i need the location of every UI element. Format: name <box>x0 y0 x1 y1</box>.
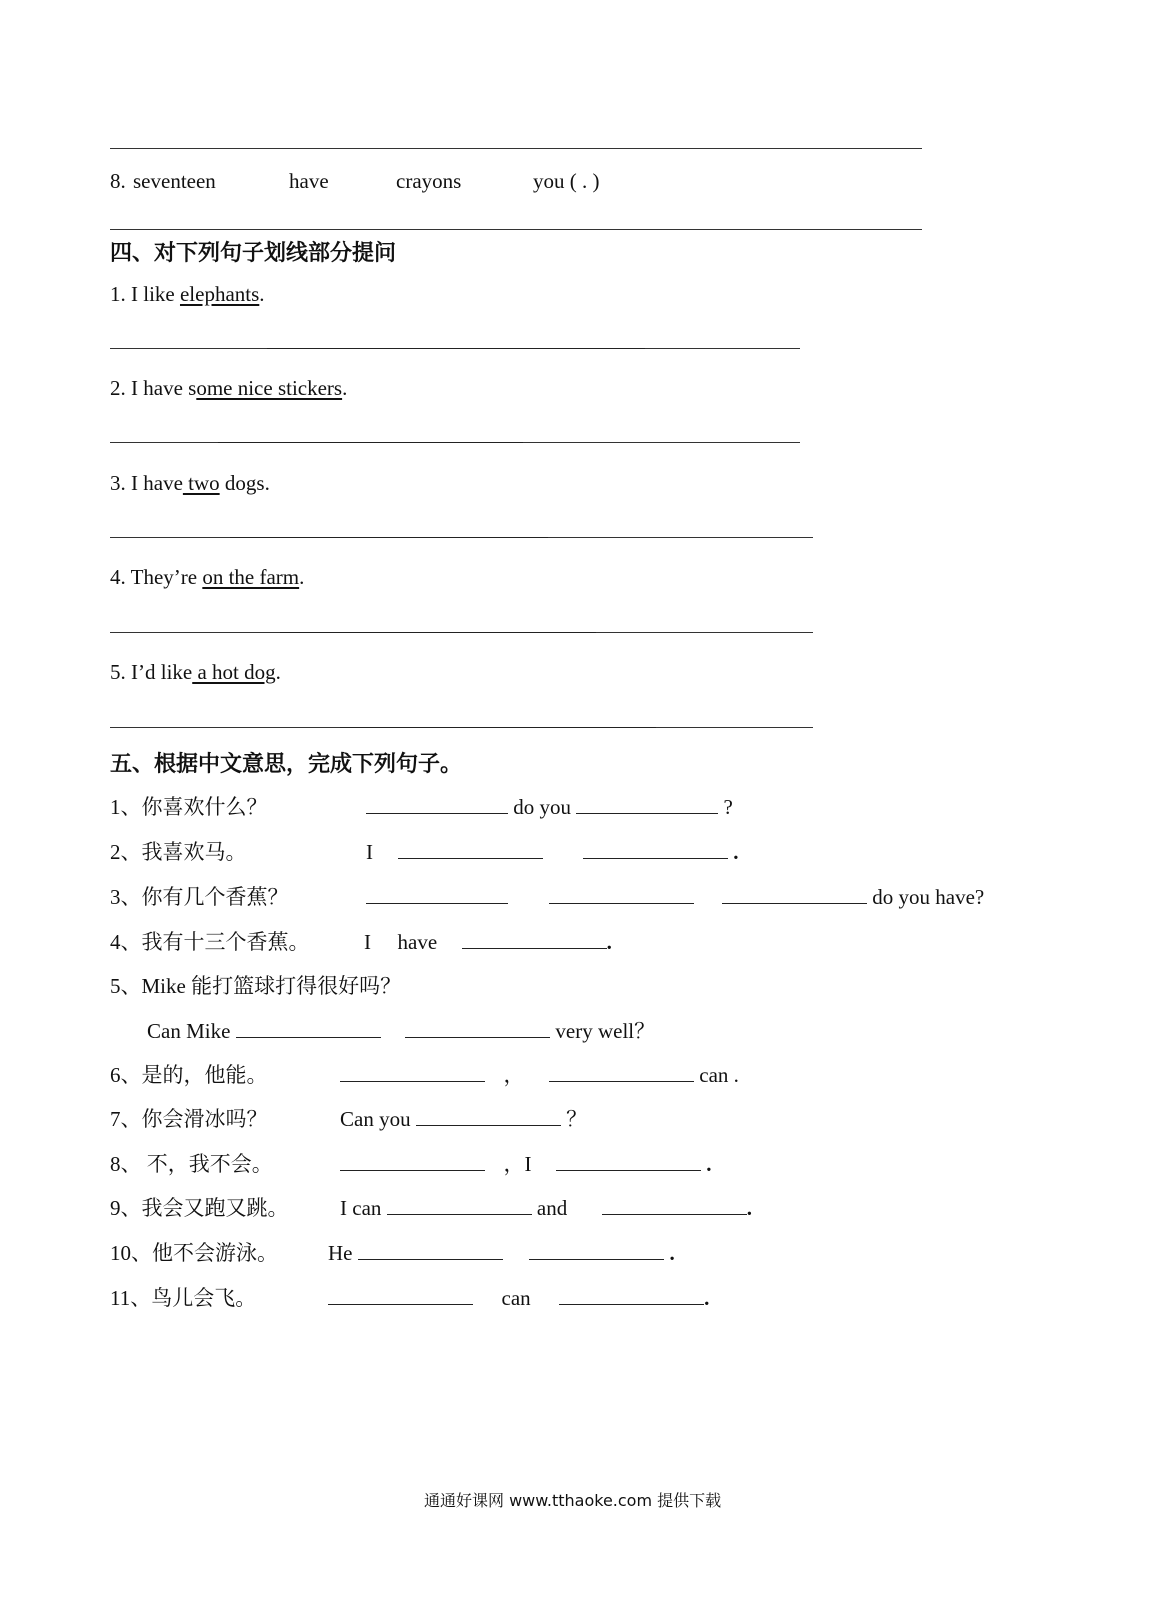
s4-item-5-post: . <box>275 660 281 684</box>
s5-item-6-cn: 6、是的，他能。 <box>110 1063 268 1087</box>
s4-item-2-underlined: ome nice stickers <box>196 376 343 400</box>
s5-text: do you <box>513 795 571 819</box>
s5-blank[interactable] <box>549 885 694 904</box>
s5-text: ， <box>503 1063 525 1087</box>
s4-answer-line-2-bold <box>218 442 523 443</box>
s5-item-10-cn: 10、他不会游泳。 <box>110 1241 278 1265</box>
s5-blank[interactable] <box>583 840 728 859</box>
s5-text: . <box>706 1152 712 1176</box>
s5-blank[interactable] <box>549 1063 694 1082</box>
s4-answer-line-5-bold <box>340 727 656 728</box>
s5-blank[interactable] <box>358 1241 503 1260</box>
answer-line-q7 <box>110 148 922 149</box>
s5-item-6-en <box>340 1062 739 1088</box>
footer-credit: 通通好课网 www.tthaoke.com 提供下载 <box>424 1491 722 1510</box>
s5-blank[interactable] <box>366 885 508 904</box>
s5-blank[interactable] <box>340 1152 485 1171</box>
s5-blank[interactable] <box>398 840 543 859</box>
s5-text: have <box>397 930 438 954</box>
s5-text: I <box>364 930 371 954</box>
s4-item-2 <box>110 375 347 401</box>
s4-answer-line-4-bold <box>280 632 596 633</box>
s5-item-11-en <box>328 1285 709 1311</box>
s4-item-3-post: dogs. <box>219 471 270 495</box>
q8-number: 8. <box>110 169 126 193</box>
s4-item-2-post: . <box>342 376 348 400</box>
s5-text: . <box>746 1196 752 1220</box>
s4-item-4-underlined: on the farm <box>202 565 300 589</box>
s5-item-7-en <box>340 1106 587 1132</box>
s5-text: . <box>733 840 739 864</box>
s5-blank[interactable] <box>416 1107 561 1126</box>
s5-blank[interactable] <box>576 795 718 814</box>
s5-text: very well？ <box>555 1019 656 1043</box>
s4-item-4-post: . <box>299 565 305 589</box>
s5-text: Can Mike <box>147 1019 231 1043</box>
s5-blank[interactable] <box>559 1286 704 1305</box>
s4-item-1-pre: 1. I like <box>110 282 180 306</box>
s5-text: ，I <box>503 1152 532 1176</box>
s4-item-4 <box>110 564 304 590</box>
s4-answer-line-1-bold <box>267 348 645 349</box>
s4-item-1-underlined: elephants <box>179 282 260 306</box>
s4-item-5-pre: 5. I’d like <box>110 660 193 684</box>
s5-text: can <box>501 1286 531 1310</box>
s4-item-5-underlined: a hot dog <box>192 660 276 684</box>
s5-text: ？ <box>566 1107 588 1131</box>
s5-blank[interactable] <box>387 1196 532 1215</box>
s5-text: I can <box>340 1196 382 1220</box>
s5-text: . <box>669 1241 675 1265</box>
q8-word-4: you ( . ) <box>533 169 600 193</box>
s5-blank[interactable] <box>340 1063 485 1082</box>
s5-text: . <box>606 930 612 954</box>
q8-word-3: crayons <box>396 169 462 193</box>
section5-heading: 五、根据中文意思，完成下列句子。 <box>110 751 463 776</box>
s5-item-3-en <box>366 884 984 910</box>
s5-text: I <box>366 840 373 864</box>
q8-word-2: have <box>289 169 329 193</box>
s5-text: and <box>536 1196 568 1220</box>
s5-item-4-en <box>364 929 612 955</box>
s5-item-5-cn: 5、Mike 能打篮球打得很好吗？ <box>110 974 402 998</box>
s5-blank[interactable] <box>529 1241 664 1260</box>
q8-word-1: seventeen <box>133 169 216 193</box>
s5-item-2-cn: 2、我喜欢马。 <box>110 840 247 864</box>
s5-item-7-cn: 7、你会滑冰吗？ <box>110 1107 268 1131</box>
s4-item-5 <box>110 659 281 685</box>
s4-item-3-underlined: two <box>182 471 220 495</box>
s5-item-9-en <box>340 1195 752 1221</box>
s4-item-1-post: . <box>259 282 265 306</box>
s5-item-8-cn: 8、 不，我不会。 <box>110 1152 273 1176</box>
s4-item-1 <box>110 281 265 307</box>
s5-blank[interactable] <box>722 885 867 904</box>
s5-item-3-cn: 3、你有几个香蕉？ <box>110 885 289 909</box>
s5-blank[interactable] <box>328 1286 473 1305</box>
s5-blank[interactable] <box>405 1019 550 1038</box>
s5-item-10-en <box>328 1240 675 1266</box>
s5-item-1-en <box>366 794 733 820</box>
s4-item-4-pre: 4. They’re <box>110 565 203 589</box>
s5-item-9-cn: 9、我会又跑又跳。 <box>110 1196 289 1220</box>
section4-heading: 四、对下列句子划线部分提问 <box>110 240 397 265</box>
s4-item-3 <box>110 470 270 496</box>
s5-item-11-cn: 11、鸟儿会飞。 <box>110 1286 257 1310</box>
s4-item-2-pre: 2. I have s <box>110 376 197 400</box>
s5-text: ? <box>723 795 733 819</box>
s4-item-3-pre: 3. I have <box>110 471 183 495</box>
s5-text: He <box>328 1241 353 1265</box>
s5-blank[interactable] <box>462 930 607 949</box>
s5-blank[interactable] <box>556 1152 701 1171</box>
s5-item-4-cn: 4、我有十三个香蕉。 <box>110 930 310 954</box>
s5-blank[interactable] <box>602 1196 747 1215</box>
s5-text: Can you <box>340 1107 411 1131</box>
s5-item-5-en <box>147 1018 655 1044</box>
s4-answer-line-3-bold <box>230 537 548 538</box>
s5-item-2-en <box>366 839 739 865</box>
s5-text: do you have? <box>872 885 985 909</box>
s5-item-1-cn: 1、你喜欢什么？ <box>110 795 268 819</box>
s5-text: can . <box>699 1063 739 1087</box>
s5-text: . <box>704 1286 710 1310</box>
s5-blank[interactable] <box>366 795 508 814</box>
answer-line-q8 <box>110 229 922 230</box>
s5-item-8-en <box>340 1151 712 1177</box>
s5-blank[interactable] <box>236 1019 381 1038</box>
